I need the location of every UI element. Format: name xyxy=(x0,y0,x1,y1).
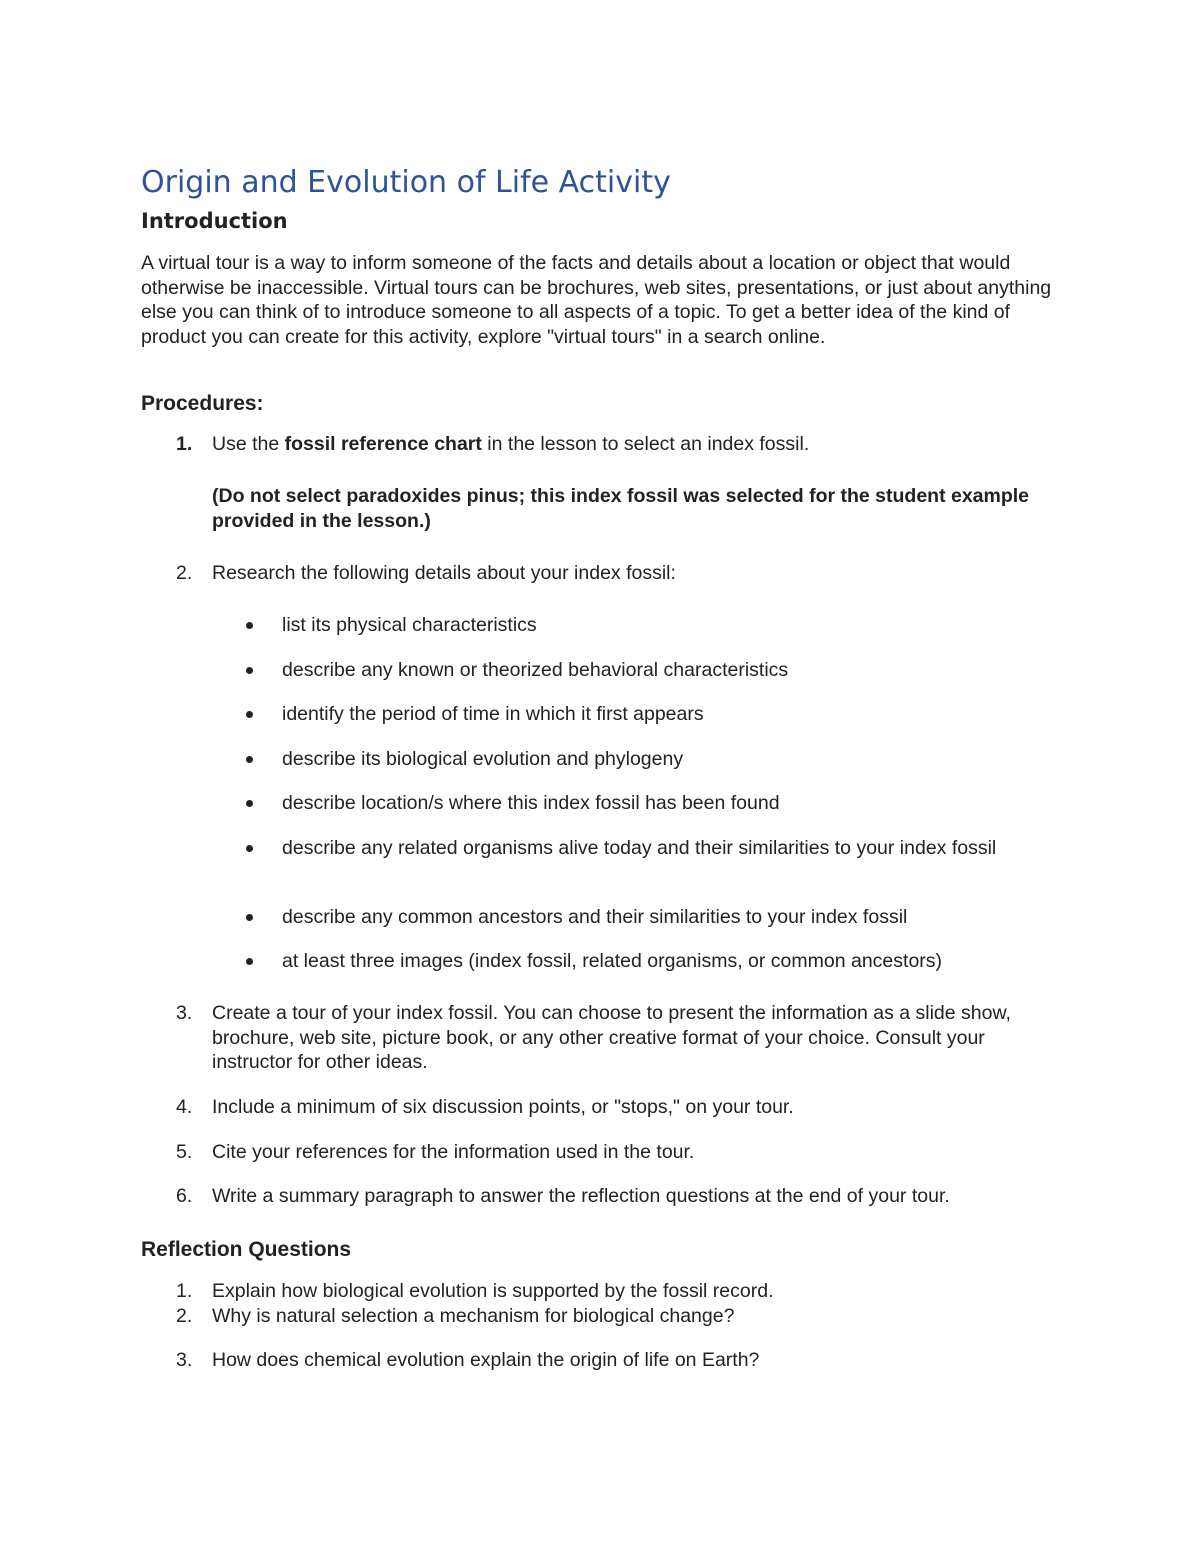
question-number: 1. xyxy=(176,1280,193,1302)
introduction-paragraph: A virtual tour is a way to inform someone of the facts and details about a location or object that would otherwise be inaccessible. Virtual tours can be brochures, web sites, presentations, or just about anything else you can think of to introduce someone to all aspects of a topic. To get a better idea of the kind of product you can create for this activity, explore "virtual tours" in a search online. xyxy=(141,252,1052,348)
step-text-before: Use the xyxy=(212,433,285,455)
bullet-icon xyxy=(246,756,253,763)
step-number: 4. xyxy=(176,1096,193,1118)
list-item: describe any known or theorized behavioral characteristics xyxy=(282,659,789,681)
step-number: 1. xyxy=(176,433,193,455)
fossil-reference-chart-emphasis: fossil reference chart xyxy=(284,433,482,455)
bullet-icon xyxy=(246,711,253,718)
bullet-icon xyxy=(246,800,253,807)
list-item: describe its biological evolution and phylogeny xyxy=(282,748,684,770)
step-text-after: in the lesson to select an index fossil. xyxy=(481,433,810,455)
list-item: describe any related organisms alive today and their similarities to your index fossil xyxy=(282,837,997,859)
step-text: Research the following details about your index fossil: xyxy=(212,562,676,584)
step-number: 6. xyxy=(176,1185,193,1207)
list-item: at least three images (index fossil, related organisms, or common ancestors) xyxy=(282,950,943,972)
bullet-icon xyxy=(246,667,253,674)
question-number: 2. xyxy=(176,1305,193,1327)
question-text: How does chemical evolution explain the origin of life on Earth? xyxy=(212,1349,760,1371)
step-text: Cite your references for the information used in the tour. xyxy=(212,1141,695,1163)
question-number: 3. xyxy=(176,1349,193,1371)
step-number: 3. xyxy=(176,1002,193,1024)
procedures-heading: Procedures: xyxy=(141,392,264,415)
list-item: describe any common ancestors and their similarities to your index fossil xyxy=(282,906,908,928)
step-text xyxy=(212,432,1062,457)
bullet-icon xyxy=(246,622,253,629)
bullet-icon xyxy=(246,914,253,921)
list-item: identify the period of time in which it first appears xyxy=(282,703,704,725)
list-item: list its physical characteristics xyxy=(282,614,537,636)
bullet-icon xyxy=(246,845,253,852)
step-number: 5. xyxy=(176,1141,193,1163)
bullet-icon xyxy=(246,958,253,965)
step-number: 2. xyxy=(176,562,193,584)
step-1-note: (Do not select paradoxides pinus; this index fossil was selected for the student example provided in the lesson.) xyxy=(212,485,1030,532)
question-text: Why is natural selection a mechanism for biological change? xyxy=(212,1305,735,1327)
step-text: Create a tour of your index fossil. You can choose to present the information as a slide show, brochure, web site, picture book, or any other creative format of your choice. Consult your instructor for other ideas. xyxy=(212,1002,1011,1074)
step-text: Write a summary paragraph to answer the reflection questions at the end of your tour. xyxy=(212,1185,950,1207)
introduction-heading: Introduction xyxy=(141,209,288,233)
step-text: Include a minimum of six discussion points, or "stops," on your tour. xyxy=(212,1096,794,1118)
reflection-questions-heading: Reflection Questions xyxy=(141,1238,352,1261)
document-title: Origin and Evolution of Life Activity xyxy=(141,165,671,200)
question-text: Explain how biological evolution is supported by the fossil record. xyxy=(212,1280,774,1302)
list-item: describe location/s where this index fossil has been found xyxy=(282,792,780,814)
